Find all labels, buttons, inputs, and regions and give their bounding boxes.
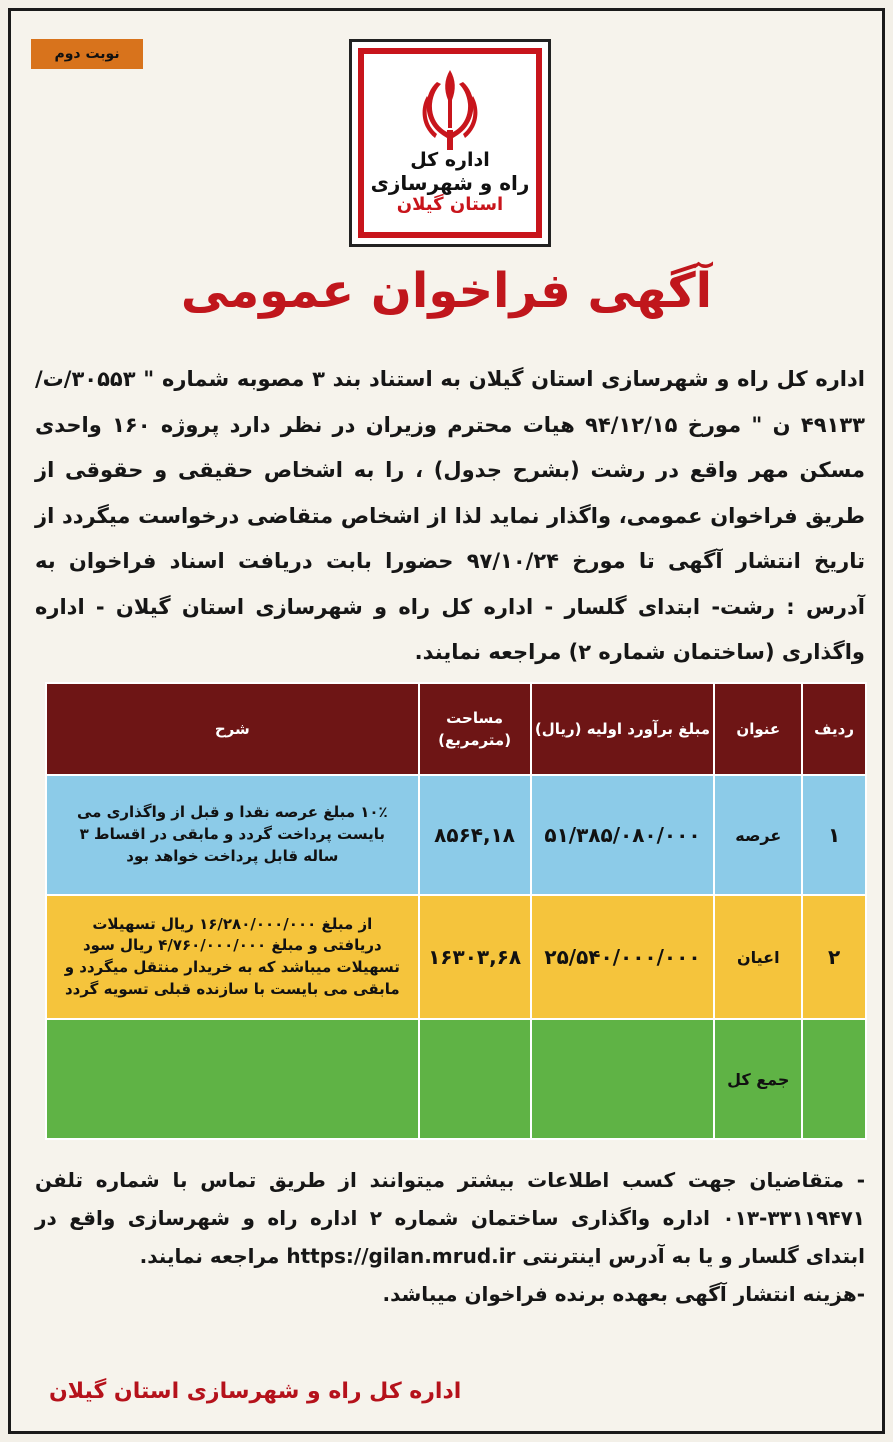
cell-masahat: ۸۵۶۴,۱۸: [419, 775, 531, 895]
cell-radif: ۲: [802, 895, 866, 1019]
website-link[interactable]: https://gilan.mrud.ir: [286, 1244, 516, 1268]
contact-note-text: - متقاضیان جهت کسب اطلاعات بیشتر میتوانند از طریق تماس با شماره تلفن ۳۳۱۱۹۴۷۱-۰۱۳ اداره واگذاری ساختمان شماره ۲ اداره راه و شهرسازی واقع در ابتدای گلسار و یا به آدرس اینترنتی: [35, 1168, 865, 1268]
intro-paragraph: اداره کل راه و شهرسازی استان گیلان به استناد بند ۳ مصوبه شماره " ۳۰۵۵۳/ت/۴۹۱۳۳ ن " مورخ ۹۴/۱۲/۱۵ هیات محترم وزیران در نظر دارد پروژه ۱۶۰ واحدی مسکن مهر واقع در رشت (بشرح جدول) ، را به اشخاص حقیقی و حقوقی از طریق فراخوان عمومی، واگذار نماید لذا از اشخاص متقاضی درخواست میگردد از تاریخ انتشار آگهی تا مورخ ۹۷/۱۰/۲۴ حضورا بابت دریافت اسناد فراخوان به آدرس : رشت- ابتدای گلسار - اداره کل راه و شهرسازی استان گیلان - اداره واگذاری (ساختمان شماره ۲) مراجعه نمایند.: [35, 367, 865, 664]
cell-empty: [419, 1019, 531, 1139]
table-header-row: [46, 683, 866, 775]
header-mablagh: مبلغ برآورد اولیه (ریال): [531, 683, 715, 775]
logo-caption: [371, 150, 530, 216]
cell-mablagh: ۵۱/۳۸۵/۰۸۰/۰۰۰: [531, 775, 715, 895]
logo-line-1: اداره کل: [410, 149, 490, 171]
cell-mablagh: ۲۵/۵۴۰/۰۰۰/۰۰۰: [531, 895, 715, 1019]
header-sharh: شرح: [46, 683, 419, 775]
cell-empty: [46, 1019, 419, 1139]
table-row: [46, 895, 866, 1019]
cell-radif: ۱: [802, 775, 866, 895]
notice-page: [8, 8, 885, 1434]
iran-emblem-icon: [413, 66, 487, 156]
publication-round-badge: [31, 39, 143, 69]
cell-empty: [802, 1019, 866, 1139]
total-label: جمع کل: [714, 1019, 802, 1139]
header-onvan: عنوان: [714, 683, 802, 775]
organization-logo: [349, 39, 551, 247]
cost-note: -هزینه انتشار آگهی بعهده برنده فراخوان میباشد.: [382, 1282, 865, 1306]
logo-line-3: استان گیلان: [396, 193, 504, 215]
project-table: [45, 682, 867, 1140]
contact-note-end: مراجعه نمایند.: [139, 1244, 280, 1268]
cell-onvan: اعیان: [714, 895, 802, 1019]
logo-frame: [358, 48, 542, 238]
cell-sharh: از مبلغ ۱۶/۲۸۰/۰۰۰/۰۰۰ ریال تسهیلات دریافتی و مبلغ ۴/۷۶۰/۰۰۰/۰۰۰ ریال سود تسهیلات میباشد که به خریدار منتقل میگردد و مابقی می بایست با سازنده قبلی تسویه گردد: [46, 895, 419, 1019]
cell-masahat: ۱۶۳۰۳,۶۸: [419, 895, 531, 1019]
cell-sharh: ۱۰٪ مبلغ عرصه نقدا و قبل از واگذاری می بایست پرداخت گردد و مابقی در اقساط ۳ ساله قابل پرداخت خواهد بود: [46, 775, 419, 895]
table-row: [46, 775, 866, 895]
contact-note: [35, 1161, 865, 1275]
header-masahat: مساحت (مترمربع): [419, 683, 531, 775]
table-total-row: [46, 1019, 866, 1139]
signature-organization: اداره کل راه و شهرسازی استان گیلان: [49, 1379, 462, 1404]
cell-onvan: عرصه: [714, 775, 802, 895]
logo-line-2: راه و شهرسازی: [370, 170, 530, 195]
header-radif: ردیف: [802, 683, 866, 775]
notice-title: آگهی فراخوان عمومی: [180, 263, 713, 319]
footer-notes: [35, 1161, 865, 1313]
cell-empty: [531, 1019, 715, 1139]
badge-label: نوبت دوم: [54, 46, 120, 62]
